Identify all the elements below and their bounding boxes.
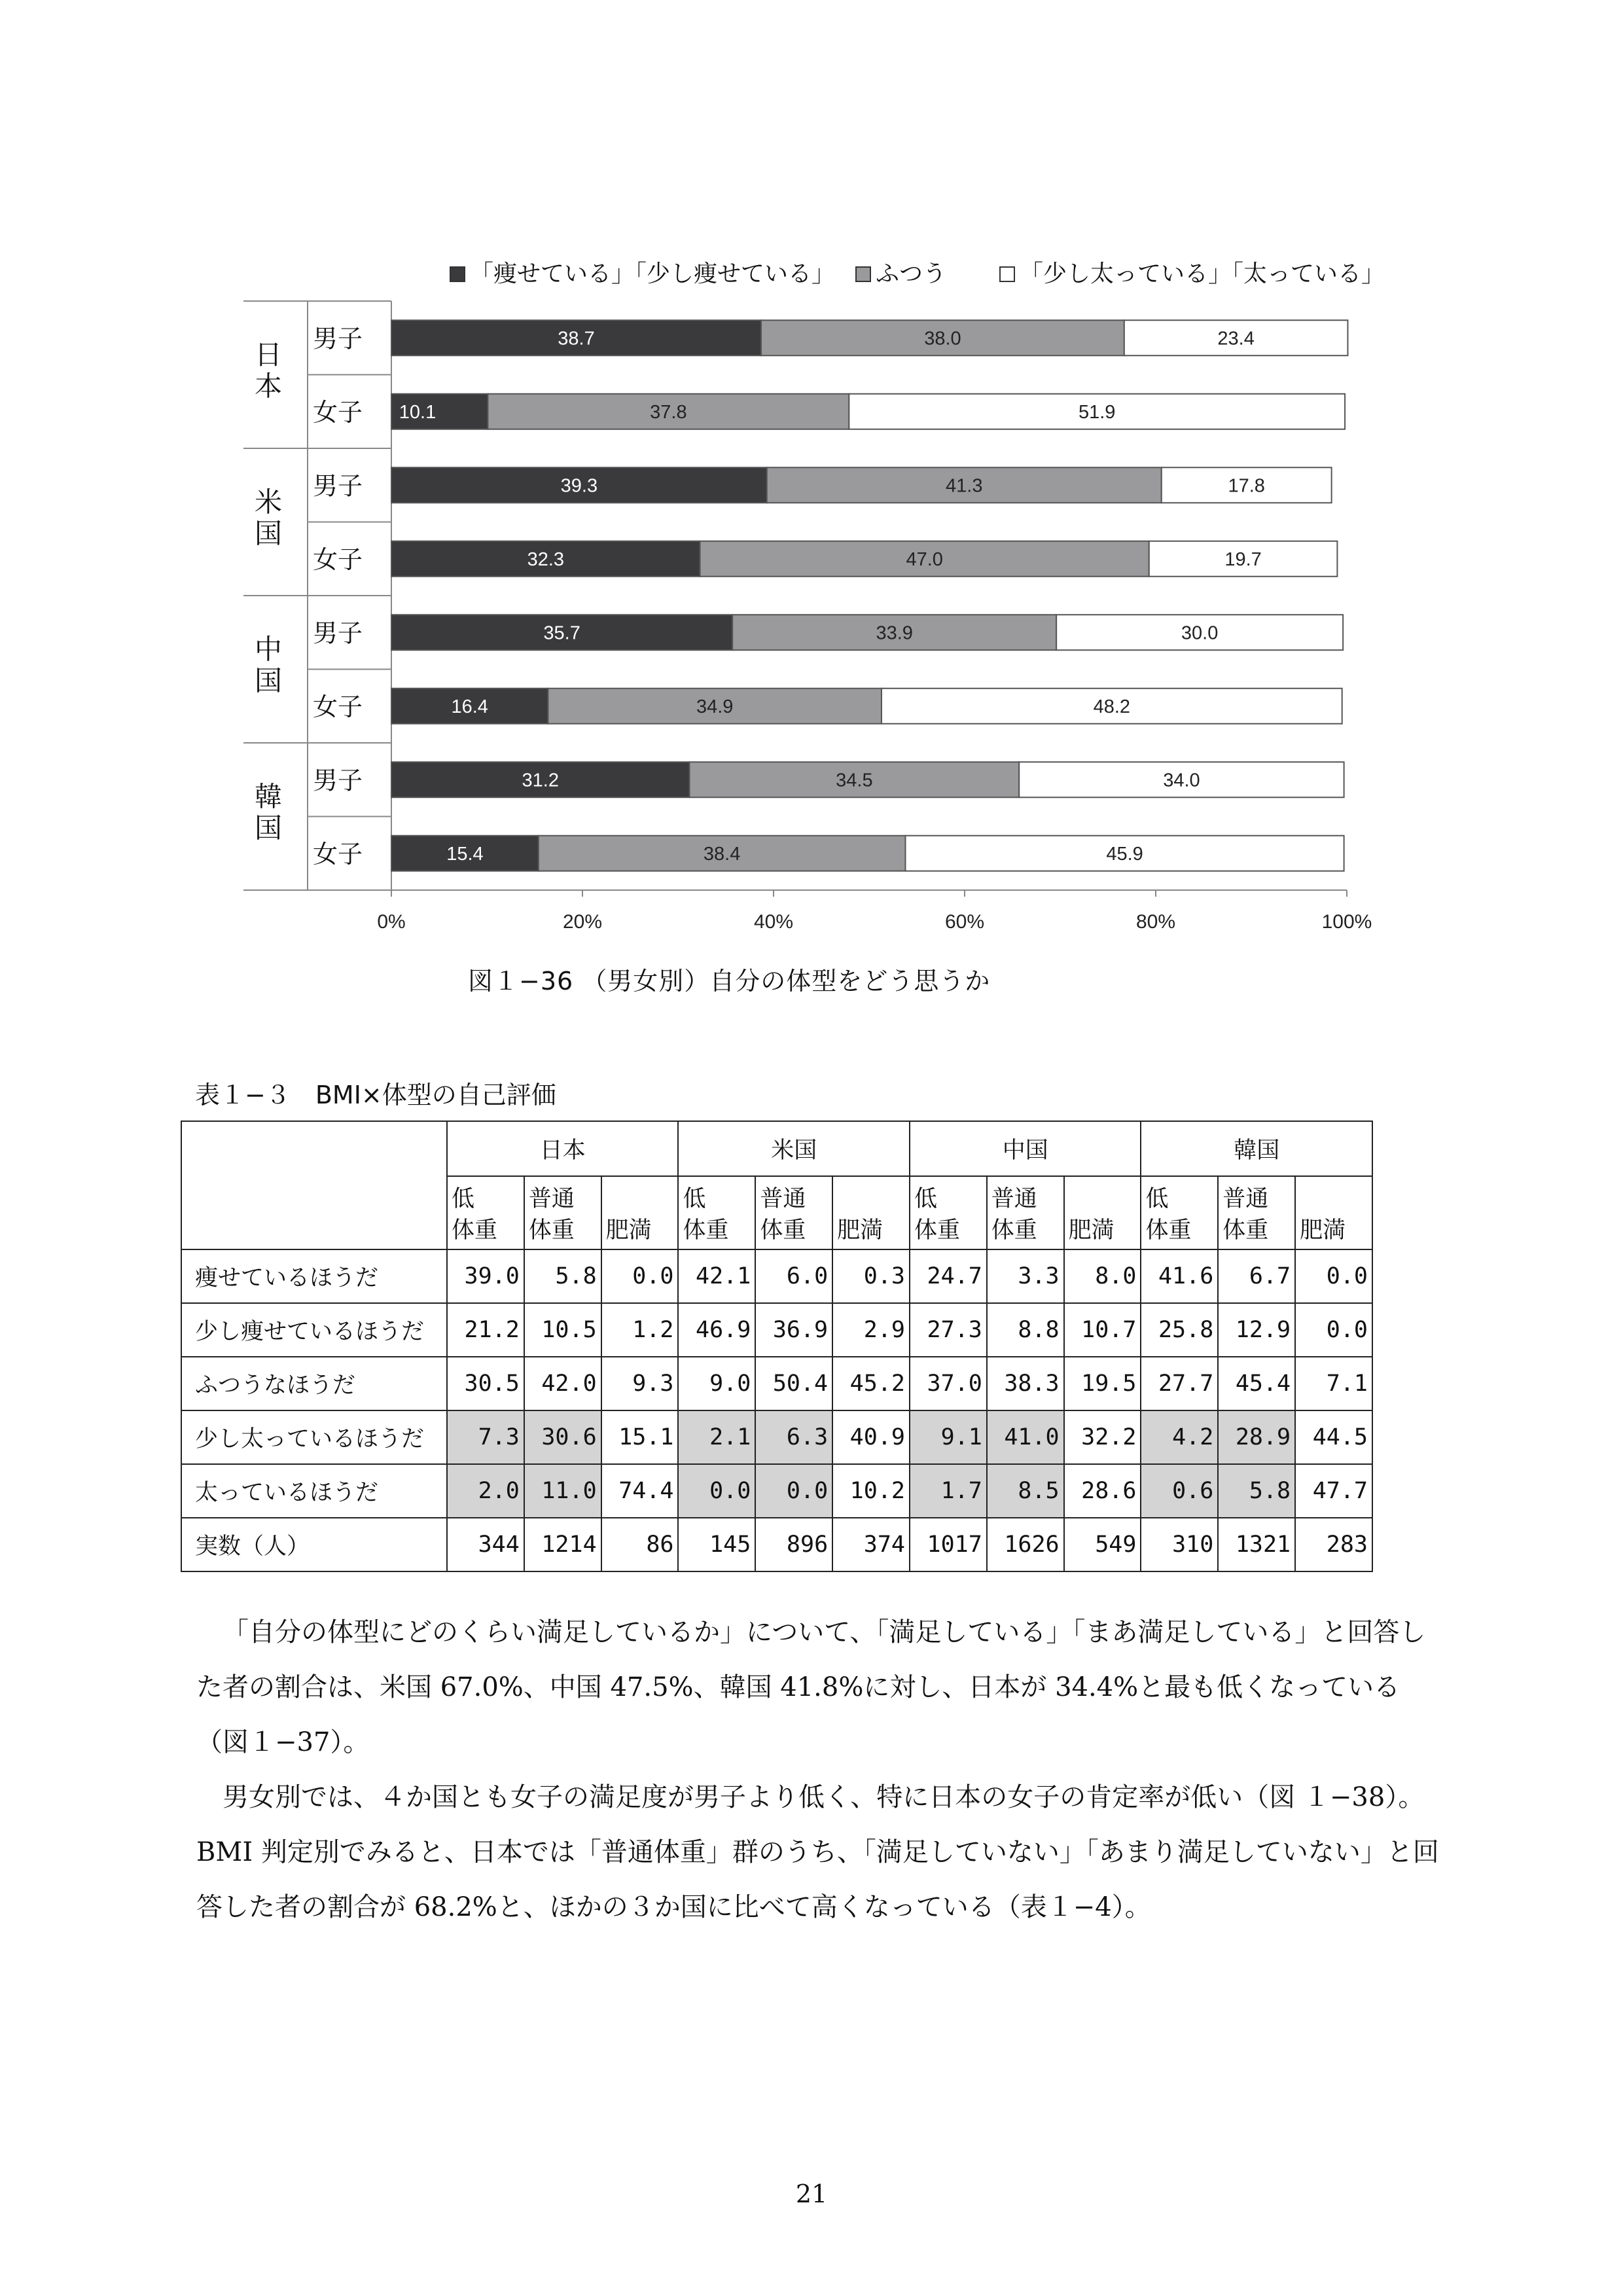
- table-subheader: 肥満: [832, 1176, 910, 1249]
- table-subheader: 普通 体重: [524, 1176, 601, 1249]
- table-cell: 27.7: [1141, 1357, 1218, 1410]
- table-subheader: 肥満: [601, 1176, 679, 1249]
- data-label: 51.9: [1078, 401, 1116, 423]
- country-label: 本: [254, 370, 283, 403]
- table-cell: 47.7: [1295, 1464, 1372, 1518]
- paragraph: 男女別では、４か国とも女子の満足度が男子より低く、特に日本の女子の肯定率が低い（図 １−38）。BMI 判定別でみると、日本では「普通体重」群のうち、「満足していない」「あまり満足していない」と回答した者の割合が 68.2%と、ほかの３か国に比べて高くなっている（表１−4）。: [196, 1782, 1439, 1922]
- legend-entry: 「痩せている」「少し痩せている」: [470, 260, 836, 287]
- country-label: 国: [254, 517, 283, 550]
- table-cell: 9.0: [678, 1357, 755, 1410]
- table-row: [181, 1249, 1372, 1303]
- table-cell: 344: [447, 1518, 524, 1571]
- table-cell: 6.0: [755, 1249, 832, 1303]
- gender-label: 男子: [313, 619, 363, 648]
- data-label: 32.3: [527, 548, 565, 570]
- row-label: 痩せているほうだ: [181, 1249, 447, 1303]
- row-label: 少し痩せているほうだ: [181, 1303, 447, 1357]
- table-corner: [181, 1121, 447, 1249]
- table-subheader: 低 体重: [447, 1176, 524, 1249]
- table-cell: 5.8: [524, 1249, 601, 1303]
- table-row: [181, 1357, 1372, 1410]
- table-row: [181, 1518, 1372, 1571]
- x-tick-label: 20%: [562, 911, 603, 933]
- gender-label: 男子: [313, 471, 363, 501]
- row-label: 太っているほうだ: [181, 1464, 447, 1518]
- table-header-country: 米国: [678, 1121, 909, 1176]
- gender-label: 女子: [313, 397, 363, 427]
- table-cell: 45.2: [832, 1357, 910, 1410]
- table-cell: 9.1: [910, 1410, 987, 1464]
- data-label: 47.0: [906, 548, 943, 570]
- legend-swatch: [856, 267, 870, 281]
- data-label: 30.0: [1181, 622, 1219, 644]
- table-cell: 11.0: [524, 1464, 601, 1518]
- data-label: 16.4: [451, 696, 488, 717]
- x-tick-label: 100%: [1321, 911, 1372, 933]
- table-cell: 36.9: [755, 1303, 832, 1357]
- gender-label: 男子: [313, 324, 363, 353]
- data-label: 34.0: [1163, 770, 1200, 791]
- data-label: 38.7: [558, 328, 595, 350]
- table-cell: 27.3: [910, 1303, 987, 1357]
- table-cell: 39.0: [447, 1249, 524, 1303]
- table-subheader: 低 体重: [1141, 1176, 1218, 1249]
- table-cell: 7.3: [447, 1410, 524, 1464]
- table-cell: 3.3: [987, 1249, 1064, 1303]
- table-cell: 45.4: [1218, 1357, 1295, 1410]
- data-label: 19.7: [1224, 548, 1262, 570]
- table-cell: 10.7: [1064, 1303, 1141, 1357]
- country-label: 米: [254, 486, 283, 518]
- table-cell: 1017: [910, 1518, 987, 1571]
- table-cell: 86: [601, 1518, 679, 1571]
- gender-label: 女子: [313, 692, 363, 721]
- table-cell: 5.8: [1218, 1464, 1295, 1518]
- table-header-country: 中国: [910, 1121, 1141, 1176]
- legend-swatch: [450, 267, 465, 281]
- table-cell: 1.7: [910, 1464, 987, 1518]
- table-cell: 42.0: [524, 1357, 601, 1410]
- data-label: 37.8: [650, 401, 687, 423]
- table-cell: 74.4: [601, 1464, 679, 1518]
- row-label: 少し太っているほうだ: [181, 1410, 447, 1464]
- table-cell: 1626: [987, 1518, 1064, 1571]
- table-cell: 374: [832, 1518, 910, 1571]
- table-cell: 0.0: [601, 1249, 679, 1303]
- table-cell: 42.1: [678, 1249, 755, 1303]
- table-cell: 8.5: [987, 1464, 1064, 1518]
- country-label: 中: [254, 633, 283, 666]
- figure-caption: 図１−36 （男女別）自分の体型をどう思うか: [468, 967, 991, 996]
- table-cell: 0.3: [832, 1249, 910, 1303]
- table-cell: 896: [755, 1518, 832, 1571]
- table-subheader: 肥満: [1295, 1176, 1372, 1249]
- gender-label: 女子: [313, 545, 363, 574]
- table-cell: 37.0: [910, 1357, 987, 1410]
- table-cell: 24.7: [910, 1249, 987, 1303]
- country-label: 韓: [254, 780, 283, 813]
- table-cell: 2.0: [447, 1464, 524, 1518]
- table-cell: 50.4: [755, 1357, 832, 1410]
- data-label: 17.8: [1228, 475, 1265, 497]
- table-cell: 28.9: [1218, 1410, 1295, 1464]
- stacked-bar-chart: [0, 0, 1623, 942]
- country-label: 国: [254, 812, 283, 844]
- table-cell: 41.6: [1141, 1249, 1218, 1303]
- table-cell: 30.6: [524, 1410, 601, 1464]
- table-cell: 8.8: [987, 1303, 1064, 1357]
- data-label: 39.3: [560, 475, 598, 497]
- table-cell: 283: [1295, 1518, 1372, 1571]
- table-header-countries: [181, 1121, 1372, 1176]
- table-cell: 1214: [524, 1518, 601, 1571]
- table-cell: 0.6: [1141, 1464, 1218, 1518]
- table-cell: 310: [1141, 1518, 1218, 1571]
- table-cell: 10.2: [832, 1464, 910, 1518]
- table-cell: 549: [1064, 1518, 1141, 1571]
- data-label: 38.4: [703, 843, 741, 865]
- table-cell: 6.3: [755, 1410, 832, 1464]
- table-cell: 41.0: [987, 1410, 1064, 1464]
- row-label: 実数（人）: [181, 1518, 447, 1571]
- table-subheader: 普通 体重: [755, 1176, 832, 1249]
- page-number: 21: [795, 2179, 828, 2208]
- table-cell: 30.5: [447, 1357, 524, 1410]
- legend-entry: ふつう: [876, 260, 947, 287]
- table-cell: 32.2: [1064, 1410, 1141, 1464]
- body-text: [196, 1605, 1440, 1935]
- table-cell: 15.1: [601, 1410, 679, 1464]
- table-cell: 1321: [1218, 1518, 1295, 1571]
- table-cell: 0.0: [678, 1464, 755, 1518]
- data-label: 23.4: [1217, 328, 1255, 350]
- table-cell: 0.0: [1295, 1303, 1372, 1357]
- table-cell: 0.0: [1295, 1249, 1372, 1303]
- table-caption: 表１−３ BMI×体型の自己評価: [195, 1081, 556, 1109]
- x-tick-label: 80%: [1135, 911, 1176, 933]
- bmi-table: [181, 1121, 1373, 1572]
- table-header-country: 韓国: [1141, 1121, 1372, 1176]
- table-header-country: 日本: [447, 1121, 678, 1176]
- table-cell: 12.9: [1218, 1303, 1295, 1357]
- table-cell: 46.9: [678, 1303, 755, 1357]
- table-cell: 25.8: [1141, 1303, 1218, 1357]
- table-cell: 6.7: [1218, 1249, 1295, 1303]
- table-subheader: 低 体重: [678, 1176, 755, 1249]
- table-cell: 7.1: [1295, 1357, 1372, 1410]
- x-tick-label: 40%: [753, 911, 794, 933]
- data-label: 10.1: [399, 401, 437, 423]
- table-subheader: 普通 体重: [987, 1176, 1064, 1249]
- table-cell: 9.3: [601, 1357, 679, 1410]
- table-cell: 1.2: [601, 1303, 679, 1357]
- data-label: 45.9: [1106, 843, 1143, 865]
- data-label: 34.5: [836, 770, 873, 791]
- data-label: 15.4: [446, 843, 484, 865]
- table-cell: 38.3: [987, 1357, 1064, 1410]
- table-cell: 28.6: [1064, 1464, 1141, 1518]
- country-label: 国: [254, 664, 283, 697]
- x-tick-label: 60%: [944, 911, 985, 933]
- table-cell: 10.5: [524, 1303, 601, 1357]
- table-row: [181, 1410, 1372, 1464]
- table-cell: 8.0: [1064, 1249, 1141, 1303]
- table-cell: 40.9: [832, 1410, 910, 1464]
- table-cell: 2.1: [678, 1410, 755, 1464]
- paragraph: 「自分の体型にどのくらい満足しているか」について、「満足している」「まあ満足している」と回答した者の割合は、米国 67.0%、中国 47.5%、韓国 41.8%に対し、日本が 34.4%と最も低くなっている（図１−37）。: [196, 1617, 1426, 1757]
- gender-label: 男子: [313, 766, 363, 795]
- data-label: 34.9: [696, 696, 734, 717]
- gender-label: 女子: [313, 839, 363, 869]
- data-label: 35.7: [543, 622, 580, 644]
- legend-swatch: [1000, 267, 1014, 281]
- table-cell: 0.0: [755, 1464, 832, 1518]
- table-cell: 2.9: [832, 1303, 910, 1357]
- table-body: [181, 1249, 1372, 1571]
- table-subheader: 肥満: [1064, 1176, 1141, 1249]
- table-subheader: 低 体重: [910, 1176, 987, 1249]
- table-cell: 145: [678, 1518, 755, 1571]
- data-label: 41.3: [946, 475, 983, 497]
- data-label: 33.9: [876, 622, 913, 644]
- data-label: 38.0: [924, 328, 961, 350]
- row-label: ふつうなほうだ: [181, 1357, 447, 1410]
- x-tick-label: 0%: [377, 911, 406, 933]
- table-cell: 19.5: [1064, 1357, 1141, 1410]
- table-subheader: 普通 体重: [1218, 1176, 1295, 1249]
- table-cell: 44.5: [1295, 1410, 1372, 1464]
- country-label: 日: [254, 338, 283, 371]
- table-row: [181, 1303, 1372, 1357]
- table-cell: 4.2: [1141, 1410, 1218, 1464]
- table-row: [181, 1464, 1372, 1518]
- data-label: 31.2: [522, 770, 559, 791]
- data-label: 48.2: [1093, 696, 1131, 717]
- legend-entry: 「少し太っている」「太っている」: [1020, 260, 1385, 287]
- table-cell: 21.2: [447, 1303, 524, 1357]
